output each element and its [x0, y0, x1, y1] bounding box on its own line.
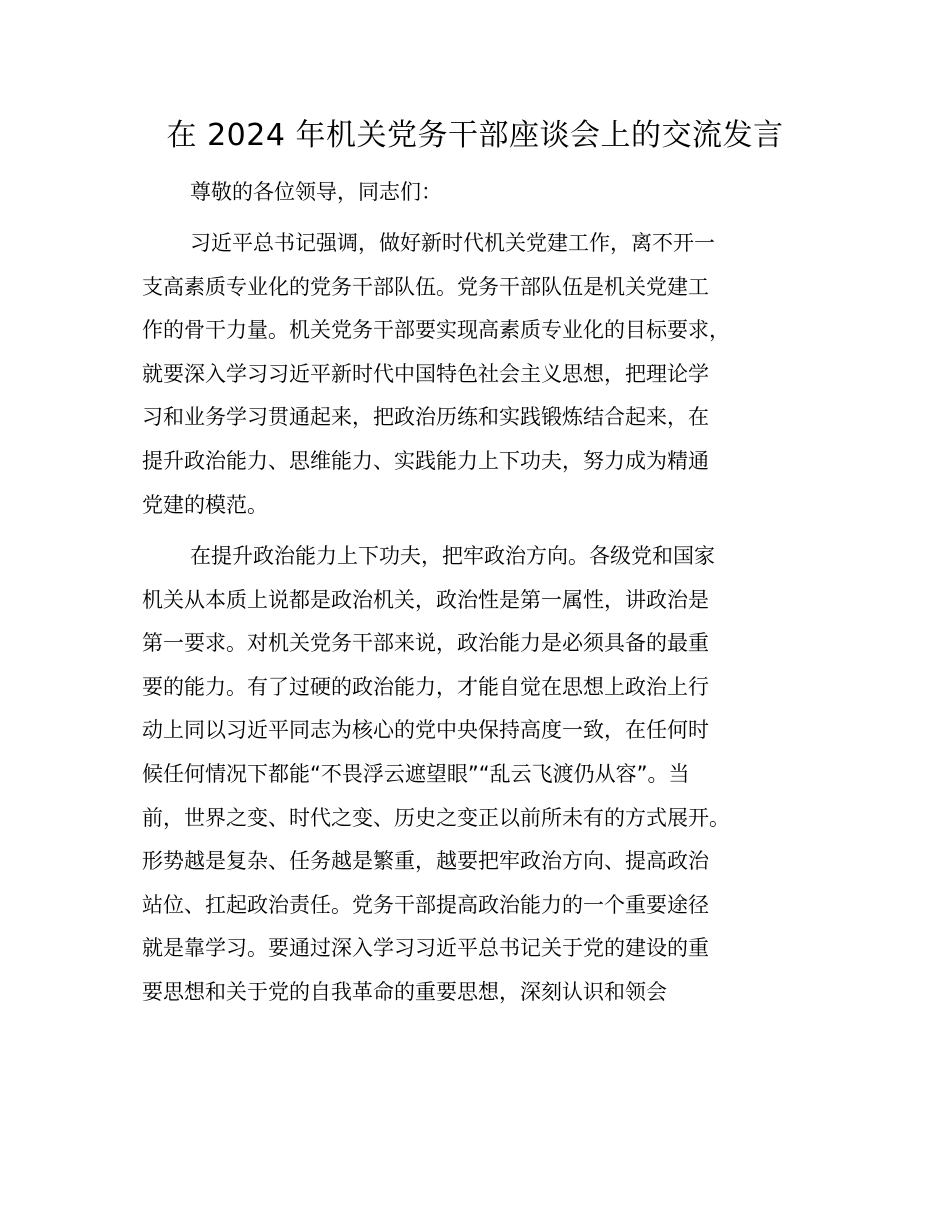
paragraph-line: 党建的模范。 — [142, 492, 268, 517]
paragraph-line: 支高素质专业化的党务干部队伍。党务干部队伍是机关党建工 — [142, 274, 709, 299]
paragraph-line: 要的能力。有了过硬的政治能力，才能自觉在思想上政治上行 — [142, 674, 709, 699]
paragraph-line: 前，世界之变、时代之变、历史之变正以前所未有的方式展开。 — [142, 805, 730, 830]
paragraph-line: 习和业务学习贯通起来，把政治历练和实践锻炼结合起来，在 — [142, 405, 709, 430]
paragraph-line: 形势越是复杂、任务越是繁重，越要把牢政治方向、提高政治 — [142, 849, 709, 874]
paragraph-line: 要思想和关于党的自我革命的重要思想，深刻认识和领会 — [142, 979, 667, 1004]
paragraph-line: 机关从本质上说都是政治机关，政治性是第一属性，讲政治是 — [142, 587, 709, 612]
document-title: 在 2024 年机关党务干部座谈会上的交流发言 — [166, 118, 784, 153]
paragraph-line: 作的骨干力量。机关党务干部要实现高素质专业化的目标要求， — [142, 318, 730, 343]
paragraph-line: 动上同以习近平同志为核心的党中央保持高度一致，在任何时 — [142, 718, 709, 743]
paragraph-line: 候任何情况下都能“不畏浮云遮望眼”“乱云飞渡仍从容”。当 — [142, 761, 690, 786]
paragraph-line: 在提升政治能力上下功夫，把牢政治方向。各级党和国家 — [190, 544, 715, 568]
paragraph-2 — [142, 535, 842, 1015]
paragraph-line: 习近平总书记强调，做好新时代机关党建工作，离不开一 — [190, 231, 715, 255]
paragraph-line: 就要深入学习习近平新时代中国特色社会主义思想，把理论学 — [142, 361, 709, 386]
paragraph-line: 第一要求。对机关党务干部来说，政治能力是必须具备的最重 — [142, 631, 709, 656]
paragraph-line: 就是靠学习。要通过深入学习习近平总书记关于党的建设的重 — [142, 936, 709, 961]
paragraph-line: 站位、扛起政治责任。党务干部提高政治能力的一个重要途径 — [142, 892, 709, 917]
paragraph-1 — [142, 222, 842, 527]
paragraph-line: 提升政治能力、思维能力、实践能力上下功夫，努力成为精通 — [142, 448, 709, 473]
salutation: 尊敬的各位领导，同志们： — [190, 180, 442, 204]
